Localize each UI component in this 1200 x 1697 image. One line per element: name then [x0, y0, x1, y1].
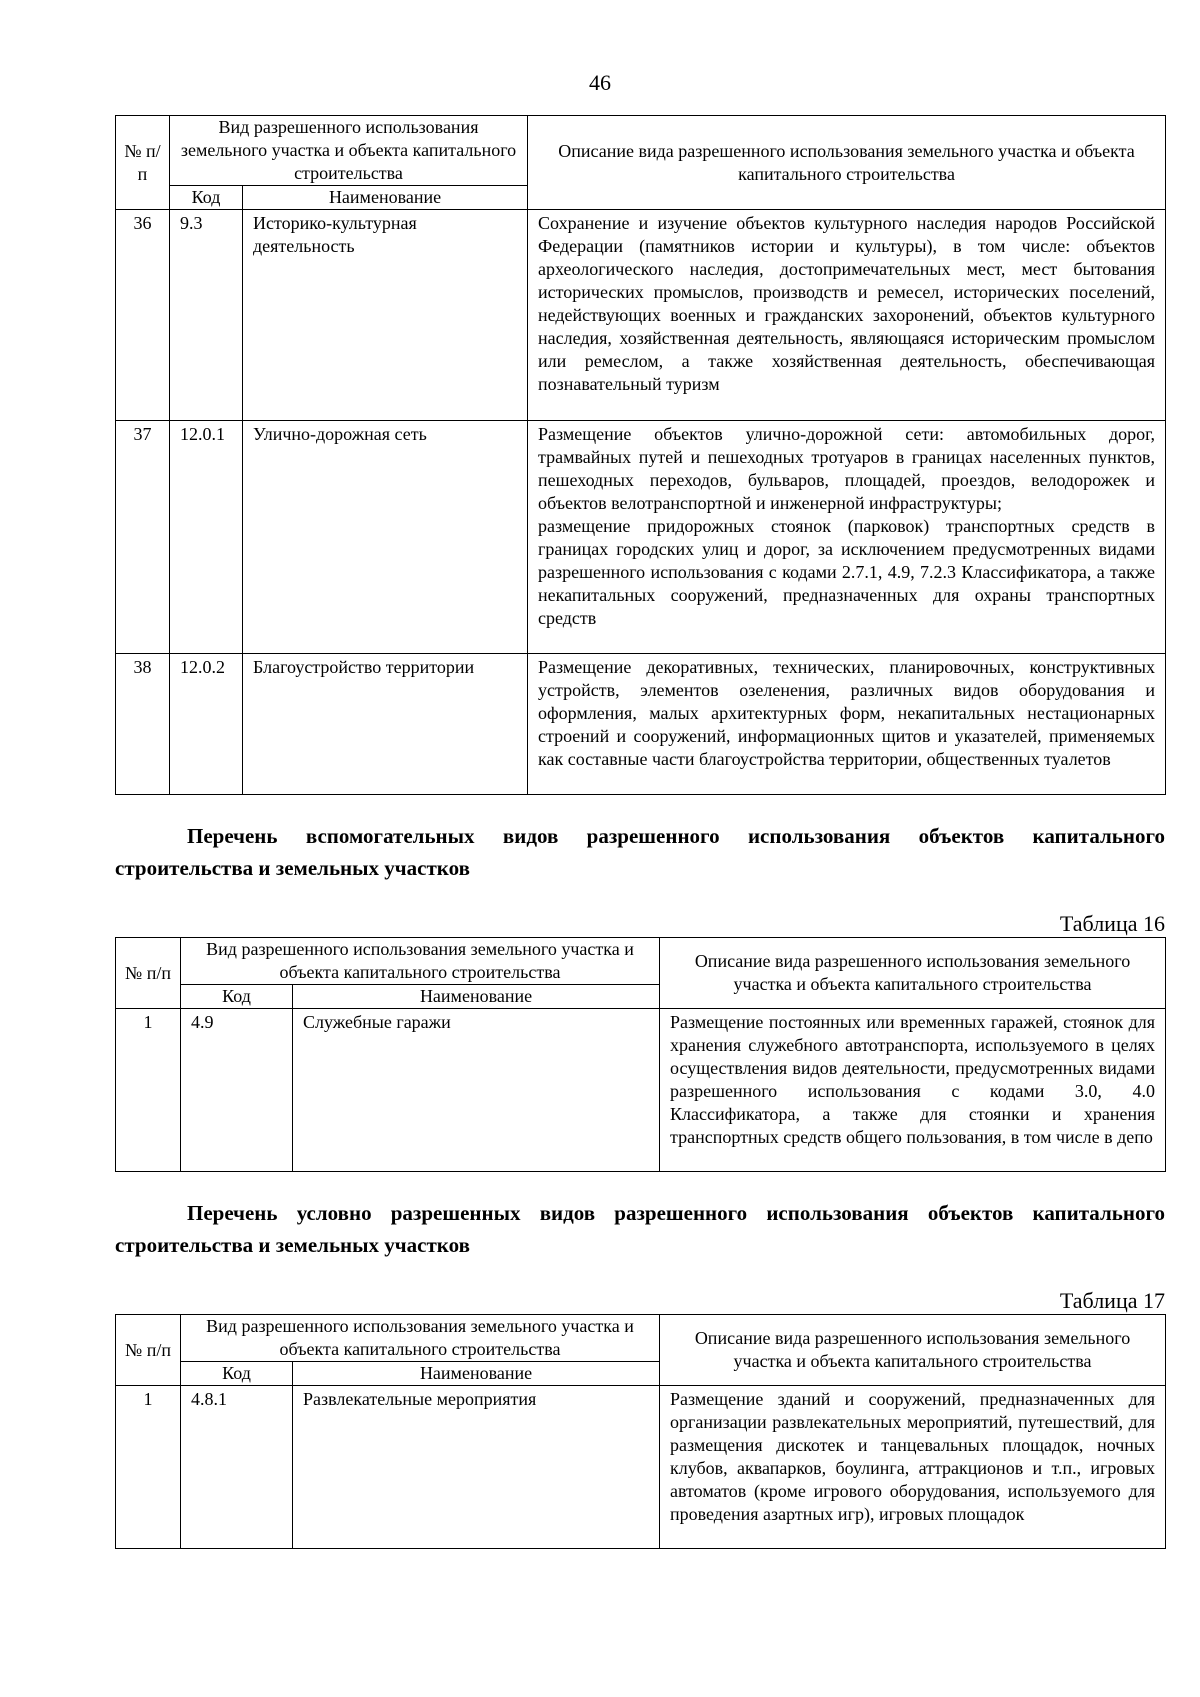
table-row [116, 1009, 1166, 1172]
table-17-caption: Таблица 17 [1059, 1288, 1165, 1313]
table-row [116, 654, 1166, 795]
table-row [116, 210, 1166, 421]
row-num: 1 [116, 1386, 181, 1549]
row-code: 4.8.1 [181, 1386, 293, 1549]
row-code: 4.9 [181, 1009, 293, 1172]
row-name: Служебные гаражи [293, 1009, 660, 1172]
row-code: 12.0.1 [170, 421, 243, 654]
row-num: 37 [116, 421, 170, 654]
table-row [116, 421, 1166, 654]
table-16 [115, 937, 1166, 1172]
row-desc: Сохранение и изучение объектов культурного наследия народов Российской Федерации (памятников истории и культуры), в том числе: объектов археологического наследия, достопримечательных мест, мест бытования исторических промыслов, производств и ремесел, исторических поселений, недействующих военных и гражданских захоронений, объектов культурного наследия, хозяйственная деятельность, являющаяся историческим промыслом или ремеслом, а также хозяйственная деятельность, обеспечивающая познавательный туризм [528, 210, 1166, 421]
header-name: Наименование [293, 985, 660, 1009]
row-num: 38 [116, 654, 170, 795]
header-name: Наименование [243, 186, 528, 210]
header-num: № п/п [116, 1315, 181, 1386]
header-desc: Описание вида разрешенного использования земельного участка и объекта капитального строительства [660, 1315, 1166, 1386]
table-16-caption: Таблица 16 [1059, 911, 1165, 936]
header-num: № п/п [116, 116, 170, 210]
row-name: Историко-культурная деятельность [243, 210, 528, 421]
row-name: Улично-дорожная сеть [243, 421, 528, 654]
table-17 [115, 1314, 1166, 1549]
section-16-heading: Перечень вспомогательных видов разрешенного использования объектов капитального строительства и земельных участков [115, 824, 1165, 880]
page-number: 46 [589, 70, 611, 95]
row-code: 12.0.2 [170, 654, 243, 795]
header-code: Код [181, 985, 293, 1009]
header-desc: Описание вида разрешенного использования земельного участка и объекта капитального строительства [528, 116, 1166, 210]
header-code: Код [181, 1362, 293, 1386]
header-num: № п/п [116, 938, 181, 1009]
header-code: Код [170, 186, 243, 210]
table-row [116, 1386, 1166, 1549]
main-table [115, 115, 1166, 795]
row-desc-part2: размещение придорожных стоянок (парковок) транспортных средств в границах городских улиц и дорог, за исключением предусмотренных видами разрешенного использования с кодами 2.7.1, 4.9, 7.2.3 Классификатора, а также некапитальных сооружений, предназначенных для охраны транспортных средств [538, 516, 1156, 628]
row-code: 9.3 [170, 210, 243, 421]
row-name: Благоустройство территории [243, 654, 528, 795]
row-num: 36 [116, 210, 170, 421]
row-name: Развлекательные мероприятия [293, 1386, 660, 1549]
row-desc-part1: Размещение объектов улично-дорожной сети: автомобильных дорог, трамвайных путей и пешеходных тротуаров в границах населенных пунктов, пешеходных переходов, бульваров, площадей, проездов, велодорожек и объектов велотранспортной и инженерной инфраструктуры; [538, 424, 1156, 513]
header-desc: Описание вида разрешенного использования земельного участка и объекта капитального строительства [660, 938, 1166, 1009]
row-desc: Размещение декоративных, технических, планировочных, конструктивных устройств, элементов озеленения, различных видов оборудования и оформления, малых архитектурных форм, некапитальных нестационарных строений и сооружений, информационных щитов и указателей, применяемых как составные части благоустройства территории, общественных туалетов [528, 654, 1166, 795]
header-group: Вид разрешенного использования земельного участка и объекта капитального строительства [181, 938, 660, 985]
header-group: Вид разрешенного использования земельного участка и объекта капитального строительства [170, 116, 528, 186]
row-num: 1 [116, 1009, 181, 1172]
section-17-heading: Перечень условно разрешенных видов разрешенного использования объектов капитального строительства и земельных участков [115, 1201, 1165, 1257]
header-group: Вид разрешенного использования земельного участка и объекта капитального строительства [181, 1315, 660, 1362]
row-desc: Размещение постоянных или временных гаражей, стоянок для хранения служебного автотранспорта, используемого в целях осуществления видов деятельности, предусмотренных видами разрешенного использования с кодами 3.0, 4.0 Классификатора, а также для стоянки и хранения транспортных средств общего пользования, в том числе в депо [660, 1009, 1166, 1172]
row-desc [528, 421, 1166, 654]
row-desc: Размещение зданий и сооружений, предназначенных для организации развлекательных мероприятий, путешествий, для размещения дискотек и танцевальных площадок, ночных клубов, аквапарков, боулинга, аттракционов и т.п., игровых автоматов (кроме игрового оборудования, используемого для проведения азартных игр), игровых площадок [660, 1386, 1166, 1549]
header-name: Наименование [293, 1362, 660, 1386]
